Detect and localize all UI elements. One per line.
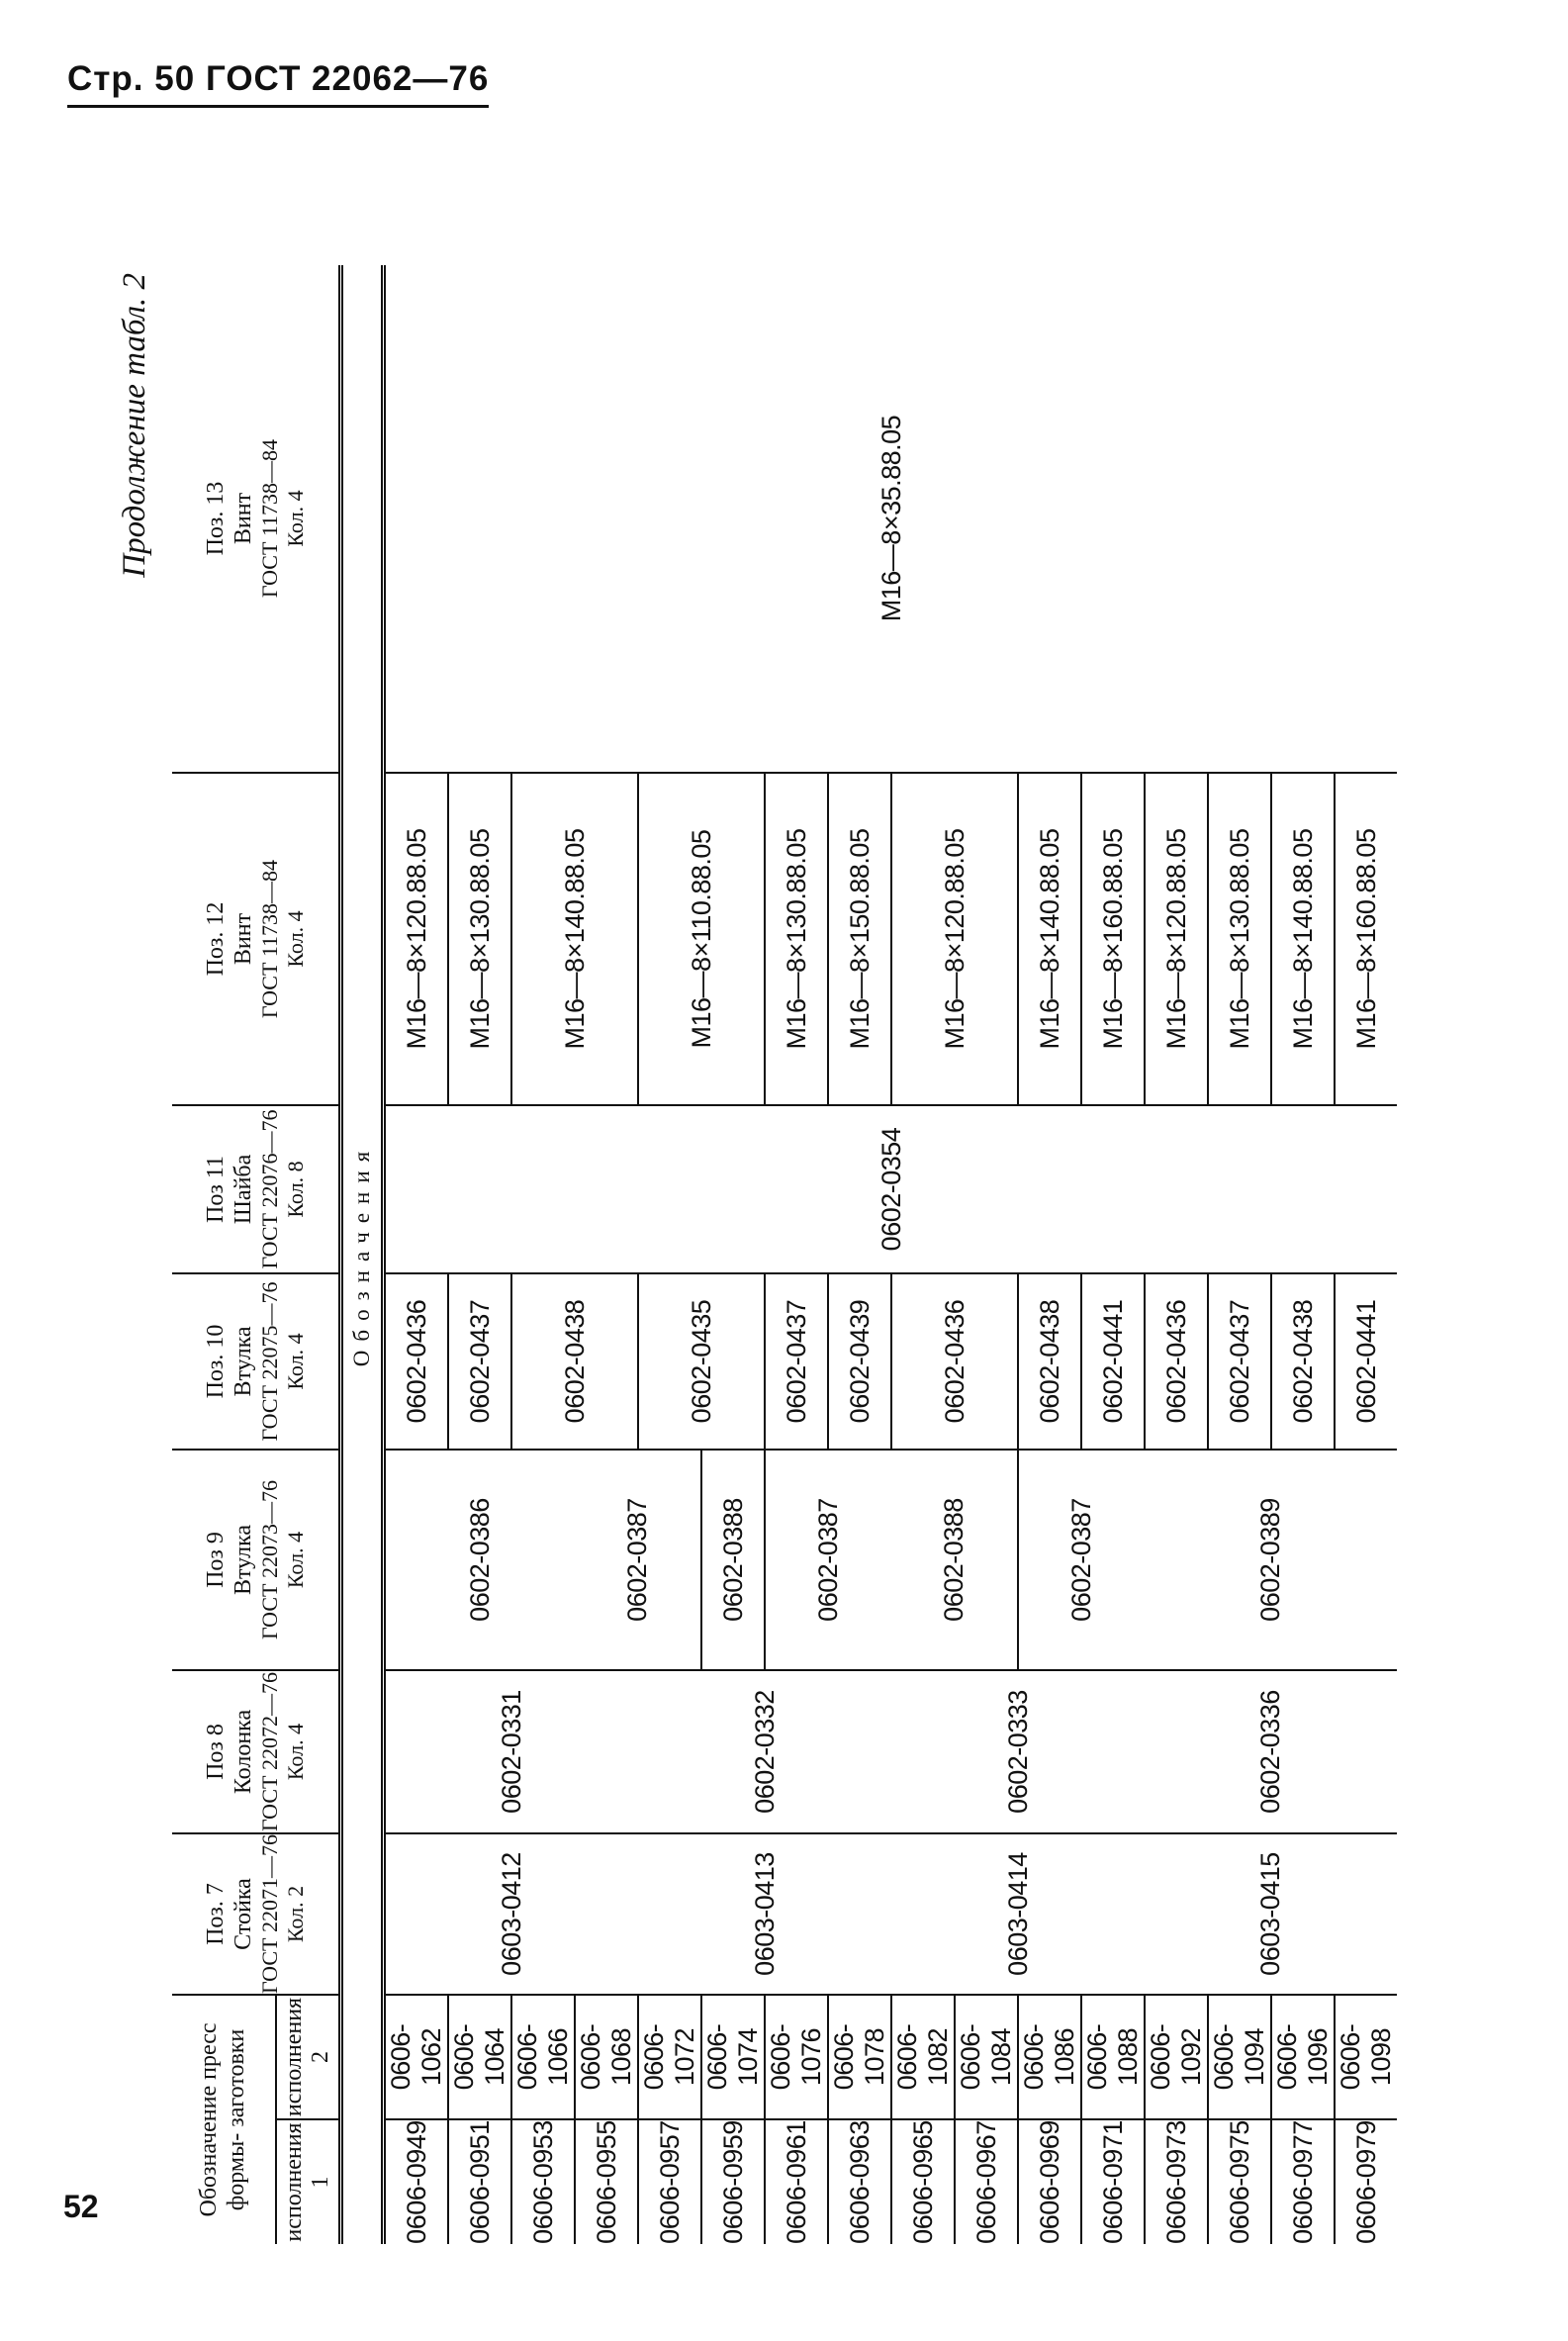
pos10-cell: 0602-0437 (448, 1273, 511, 1450)
exec2-cell: 0606-1086 (1018, 1995, 1081, 2119)
pos7-name: Стойка (230, 1878, 256, 1950)
pos12-pos: Поз. 12 (203, 901, 230, 977)
exec2-cell: 0606-1068 (575, 1995, 638, 2119)
exec2-cell: 0606-1098 (1335, 1995, 1397, 2119)
pos7-cell: 0603-0415 (1145, 1833, 1397, 1995)
pos9-cell: 0602-0388 (701, 1450, 765, 1670)
pos11-name: Шайба (230, 1154, 256, 1225)
pos8-pos: Поз 8 (203, 1724, 230, 1780)
pos11-gost: ГОСТ 22076—76 (257, 1109, 283, 1269)
pos9-header (172, 1450, 341, 1670)
parts-table (172, 265, 1397, 2244)
pos12-cell: М16—8×160.88.05 (1081, 773, 1145, 1105)
pos10-cell: 0602-0437 (1208, 1273, 1271, 1450)
pos10-cell: 0602-0437 (765, 1273, 828, 1450)
pos7-gost: ГОСТ 22071—76 (257, 1834, 283, 1994)
pos12-cell: М16—8×120.88.05 (1145, 773, 1208, 1105)
exec2-cell: 0606-1088 (1081, 1995, 1145, 2119)
exec1-cell: 0606-0971 (1081, 2119, 1145, 2244)
pos12-cell: М16—8×140.88.05 (1271, 773, 1335, 1105)
pos9-gost: ГОСТ 22073—76 (257, 1480, 283, 1639)
pos10-gost: ГОСТ 22075—76 (257, 1281, 283, 1442)
pos9-name: Втулка (230, 1524, 256, 1596)
exec2-cell: 0606-1076 (765, 1995, 828, 2119)
pos13-header (172, 265, 341, 773)
exec1-cell: 0606-0953 (511, 2119, 575, 2244)
exec1-cell: 0606-0973 (1145, 2119, 1208, 2244)
exec2-cell: 0606-1084 (955, 1995, 1018, 2119)
pos11-cell: 0602-0354 (384, 1105, 1398, 1273)
standard-code: ГОСТ 22062—76 (205, 59, 490, 98)
pos7-pos: Поз. 7 (203, 1883, 230, 1945)
pos10-cell: 0602-0436 (384, 1273, 449, 1450)
rotated-table-page (111, 265, 1476, 2244)
designation-header (172, 1995, 276, 2244)
pos10-cell: 0602-0435 (638, 1273, 765, 1450)
pos7-qty: Кол. 2 (282, 1885, 308, 1943)
exec1-cell: 0606-0955 (575, 2119, 638, 2244)
pos10-cell: 0602-0438 (1271, 1273, 1335, 1450)
pos10-name: Втулка (230, 1326, 256, 1397)
table-container (172, 265, 1397, 2244)
page-header (67, 59, 489, 108)
exec1-cell: 0606-0979 (1350, 2120, 1381, 2244)
pos12-qty: Кол. 4 (282, 910, 308, 968)
exec1-cell: 0606-0975 (1208, 2119, 1271, 2244)
pos10-cell: 0602-0436 (891, 1273, 1018, 1450)
pos10-cell: 0602-0439 (828, 1273, 891, 1450)
exec2-cell: 0606-1066 (511, 1995, 575, 2119)
designation-title: Обозначение пресс формы- заготовки (196, 2022, 249, 2217)
pos12-cell: М16—8×130.88.05 (1208, 773, 1271, 1105)
pos13-cell: М16—8×35.88.05 (384, 265, 1398, 773)
exec2-cell: 0606-1064 (448, 1995, 511, 2119)
pos8-cell: 0602-0336 (1145, 1670, 1397, 1833)
pos12-cell: М16—8×160.88.05 (1335, 773, 1397, 1105)
pos9-cell: 0602-0388 (891, 1450, 1018, 1670)
exec2-cell: 0606-1074 (701, 1995, 765, 2119)
exec1-cell: 0606-0969 (1018, 2119, 1081, 2244)
exec2-cell: 0606-1096 (1271, 1995, 1335, 2119)
section-label: Обозначения (341, 265, 384, 2244)
exec2-cell: 0606-1062 (384, 1995, 449, 2119)
exec1-cell: 0606-0961 (765, 2119, 828, 2244)
exec2-header: исполнения 2 (276, 1995, 341, 2119)
pos9-cell: 0602-0387 (1018, 1450, 1145, 1670)
exec2-cell: 0606-1078 (828, 1995, 891, 2119)
continuation-caption: Продолжение табл. 2 (117, 273, 152, 578)
pos8-gost: ГОСТ 22072—76 (257, 1672, 283, 1831)
pos9-cell: 0602-0389 (1145, 1450, 1397, 1670)
pos13-qty: Кол. 4 (282, 490, 308, 547)
pos7-cell: 0603-0413 (638, 1833, 891, 1995)
pos12-cell: М16—8×140.88.05 (1018, 773, 1081, 1105)
exec2-cell: 0606-1072 (638, 1995, 701, 2119)
exec2-cell: 0606-1092 (1145, 1995, 1208, 2119)
pos7-cell: 0603-0414 (891, 1833, 1145, 1995)
folio-number: 52 (63, 2189, 99, 2224)
pos10-cell: 0602-0438 (1018, 1273, 1081, 1450)
pos9-cell: 0602-0387 (575, 1450, 701, 1670)
exec1-cell: 0606-0965 (891, 2119, 955, 2244)
pos8-header (172, 1670, 341, 1833)
pos8-name: Колонка (230, 1709, 256, 1795)
exec2-cell: 0606-1094 (1208, 1995, 1271, 2119)
pos7-cell: 0603-0412 (384, 1833, 639, 1995)
pos10-cell: 0602-0438 (511, 1273, 638, 1450)
page-number: 50 (154, 59, 196, 98)
pos11-qty: Кол. 8 (282, 1161, 308, 1218)
pos8-qty: Кол. 4 (282, 1723, 308, 1781)
pos10-header (172, 1273, 341, 1450)
pos9-cell: 0602-0386 (384, 1450, 576, 1670)
pos8-cell: 0602-0332 (638, 1670, 891, 1833)
page-label: Стр. (67, 59, 144, 98)
pos12-name: Винт (230, 912, 256, 966)
pos9-cell: 0602-0387 (765, 1450, 891, 1670)
pos11-pos: Поз 11 (203, 1156, 230, 1223)
pos12-gost: ГОСТ 11738—84 (257, 859, 283, 1019)
pos8-cell: 0602-0331 (384, 1670, 639, 1833)
exec1-cell: 0606-0957 (638, 2119, 701, 2244)
pos12-cell: М16—8×120.88.05 (384, 773, 449, 1105)
pos13-pos: Поз. 13 (203, 481, 230, 556)
pos9-qty: Кол. 4 (282, 1531, 308, 1589)
pos12-cell: М16—8×110.88.05 (638, 773, 765, 1105)
pos8-cell: 0602-0333 (891, 1670, 1145, 1833)
pos10-qty: Кол. 4 (282, 1333, 308, 1390)
pos12-cell: М16—8×120.88.05 (891, 773, 1018, 1105)
pos12-cell: М16—8×130.88.05 (765, 773, 828, 1105)
exec1-cell: 0606-0949 (384, 2119, 449, 2244)
pos13-gost: ГОСТ 11738—84 (257, 438, 283, 599)
exec1-cell: 0606-0977 (1271, 2119, 1335, 2244)
pos12-cell: М16—8×140.88.05 (511, 773, 638, 1105)
pos7-header (172, 1833, 341, 1995)
pos11-header (172, 1105, 341, 1273)
pos12-header (172, 773, 341, 1105)
pos10-pos: Поз. 10 (203, 1324, 230, 1399)
pos12-cell: М16—8×130.88.05 (448, 773, 511, 1105)
pos13-name: Винт (230, 492, 256, 545)
exec1-cell: 0606-0959 (701, 2119, 765, 2244)
exec1-cell: 0606-0951 (448, 2119, 511, 2244)
pos12-cell: М16—8×150.88.05 (828, 773, 891, 1105)
pos9-pos: Поз 9 (203, 1532, 230, 1588)
exec1-header: исполнения 1 (276, 2119, 341, 2244)
pos10-cell: 0602-0441 (1335, 1273, 1397, 1450)
exec1-cell: 0606-0967 (955, 2119, 1018, 2244)
exec2-cell: 0606-1082 (891, 1995, 955, 2119)
exec1-cell: 0606-0963 (828, 2119, 891, 2244)
pos10-cell: 0602-0441 (1081, 1273, 1145, 1450)
pos10-cell: 0602-0436 (1145, 1273, 1208, 1450)
